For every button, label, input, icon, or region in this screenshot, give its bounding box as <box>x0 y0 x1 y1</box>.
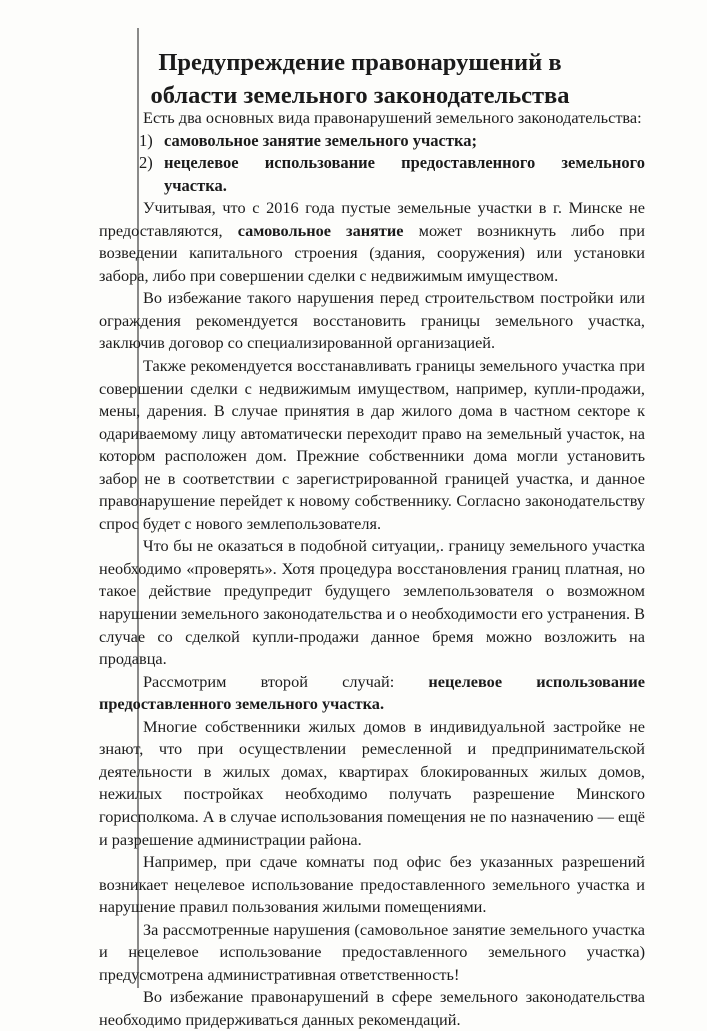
list-item-number: 1) <box>139 130 153 150</box>
paragraph-3: Также рекомендуется восстанавливать границы земельного участка при совершении сделки с недвижимым имуществом, например, купли-продажи, мены, дарения. В случае принятия в дар жилого дома в частном секторе к одариваемому лицу автоматически переходит право на земельный участок, на котором расположен дом. Прежние собственники дома могли установить забор не в соответствии с зарегистрированной границей участка, и данное правонарушение перейдет к новому собственнику. Согласно законодательству спрос будет с нового землепользователя. <box>99 356 645 533</box>
paragraph-1-text-a: Учитывая, что с 2016 года пустые земельные участки в г. Минске не предоставляются, <box>99 198 645 240</box>
paragraph-2: Во избежание такого нарушения перед строительством постройки или ограждения рекомендуется восстановить границы земельного участка, заключив договор со специализированной организацией. <box>99 288 645 353</box>
document-title <box>120 46 600 112</box>
paragraph-9: Во избежание правонарушений в сфере земельного законодательства необходимо придерживаться данных рекомендаций. <box>99 987 645 1029</box>
list-item-text: самовольное занятие земельного участка; <box>164 130 477 150</box>
paragraph-5 <box>99 671 645 716</box>
paragraph-1-bold: самовольное занятие <box>237 220 404 240</box>
paragraph-7: Например, при сдаче комнаты под офис без указанных разрешений возникает нецелевое использование предоставленного земельного участка и нарушение правил пользования жилыми помещениями. <box>99 852 645 917</box>
paragraph-1 <box>99 197 645 287</box>
list-item <box>99 152 645 197</box>
paragraph-1-text-c: может возникнуть либо при возведении капитального строения (здания, сооружения) или установки забора, либо при совершении сделки с недвижимым имуществом. <box>99 220 646 285</box>
title-line-1: Предупреждение правонарушений в <box>158 49 562 76</box>
title-line-2: области земельного законодательства <box>150 82 570 109</box>
list-item-text: нецелевое использование предоставленного земельного участка. <box>164 153 645 195</box>
list-item-number: 2) <box>139 153 153 173</box>
document-body <box>99 107 645 1031</box>
list-item <box>99 130 645 153</box>
paragraph-5-bold: нецелевое использование предоставленного земельного участка. <box>99 671 645 714</box>
paragraph-5-text-a: Рассмотрим второй случай: <box>143 671 395 691</box>
paragraph-4: Что бы не оказаться в подобной ситуации,. границу земельного участка необходимо «проверять». Хотя процедура восстановления границ платная, но такое действие предупредит будущего землепользователя о возможном нарушении земельного законодательства и о необходимости его устранения. В случае со сделкой купли-продажи данное бремя можно возложить на продавца. <box>99 536 645 669</box>
intro-paragraph: Есть два основных вида правонарушений земельного законодательства: <box>143 108 642 127</box>
paragraph-6: Многие собственники жилых домов в индивидуальной застройке не знают, что при осуществлении ремесленной и предпринимательской деятельности в жилых домах, квартирах блокированных жилых домов, нежилых постройках необходимо получать разрешение Минского горисполкома. А в случае использования помещения не по назначению — ещё и разрешение администрации района. <box>99 716 645 849</box>
violation-types-list <box>99 130 645 198</box>
paragraph-8: За рассмотренные нарушения (самовольное занятие земельного участка и нецелевое использование предоставленного земельного участка) предусмотрена административная ответственность! <box>99 919 645 984</box>
